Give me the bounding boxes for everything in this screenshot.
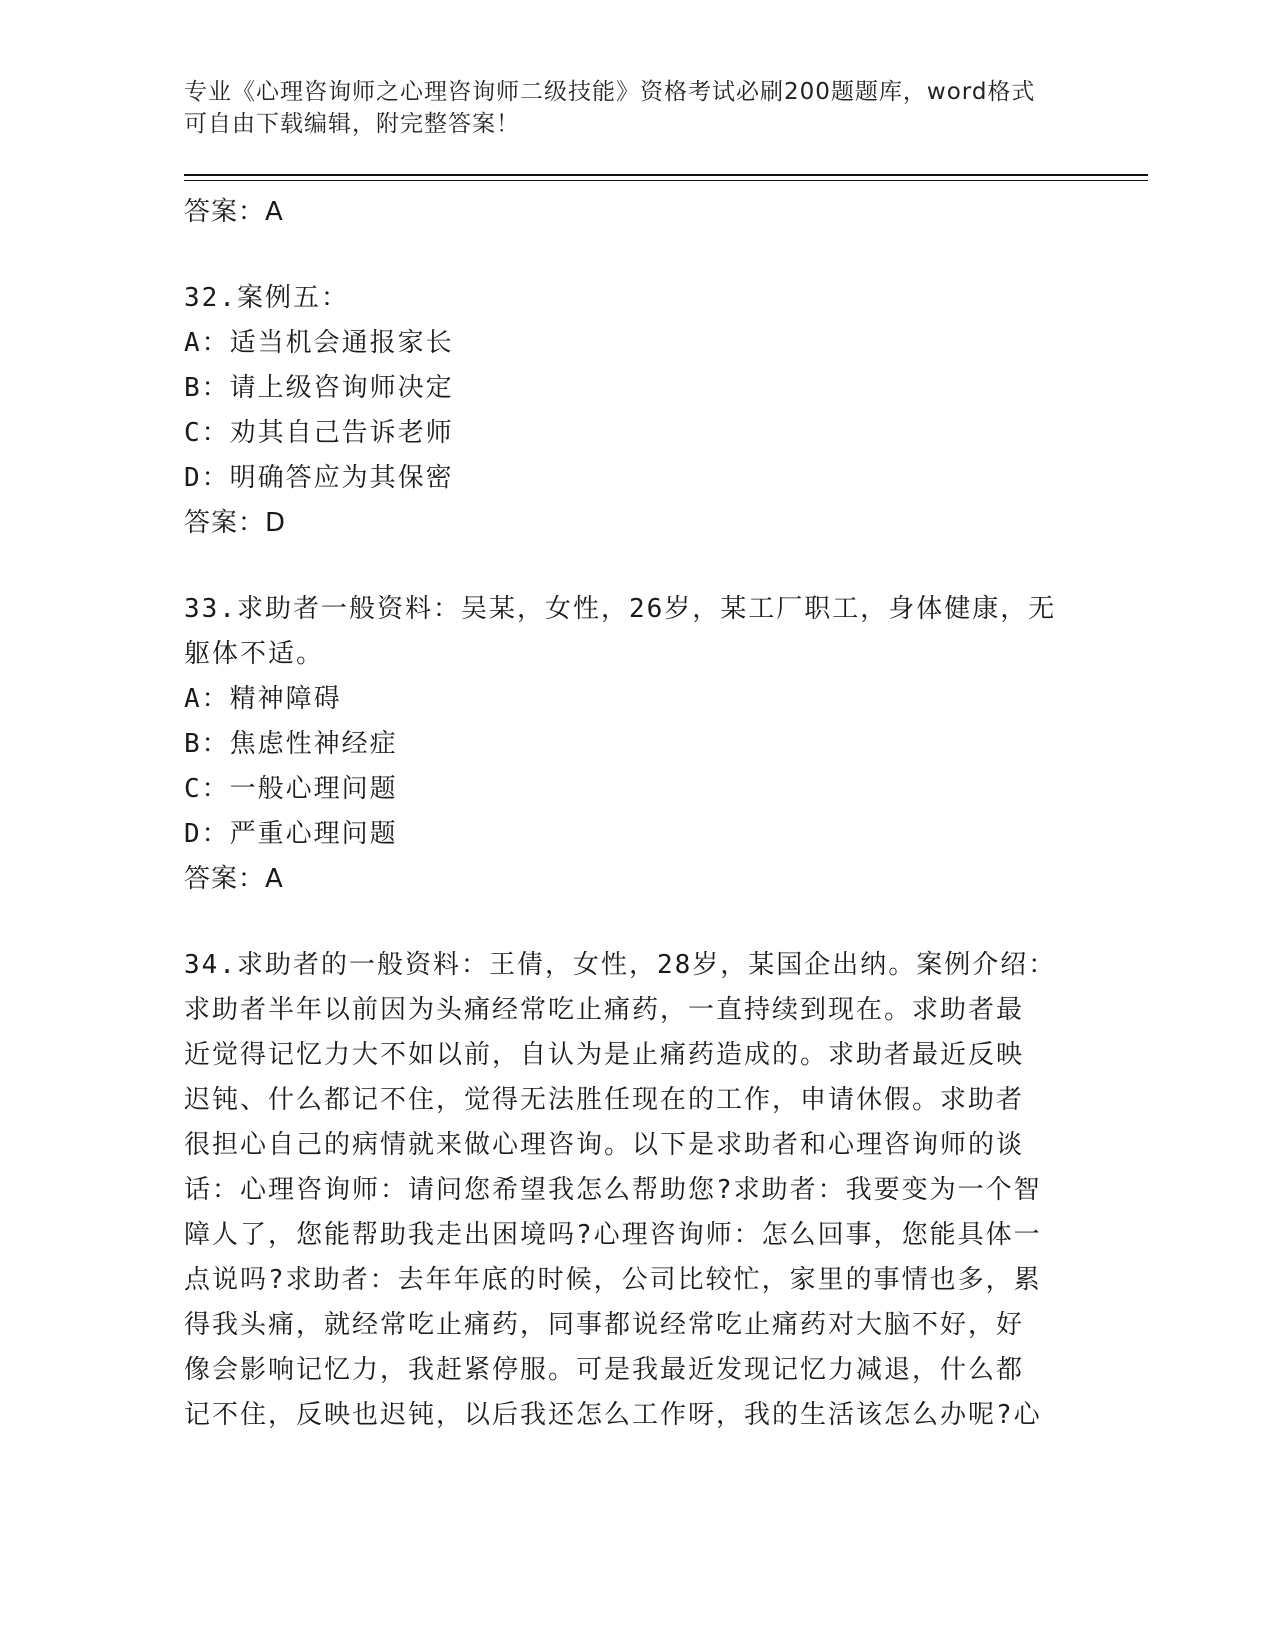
question-stem: 障人了，您能帮助我走出困境吗?心理咨询师：怎么回事，您能具体一	[184, 1220, 1042, 1250]
document-body	[184, 190, 1084, 1438]
option-d: D：严重心理问题	[184, 819, 398, 849]
header-line-1: 专业《心理咨询师之心理咨询师二级技能》资格考试必刷200题题库，word格式	[184, 79, 1036, 105]
question-32	[184, 276, 1084, 546]
question-stem: 求助者半年以前因为头痛经常吃止痛药，一直持续到现在。求助者最	[184, 995, 1025, 1025]
option-c: C：一般心理问题	[184, 774, 398, 804]
question-stem: 记不住，反映也迟钝，以后我还怎么工作呀，我的生活该怎么办呢?心	[184, 1400, 1042, 1430]
answer: 答案：D	[184, 508, 287, 538]
question-stem: 32.案例五：	[184, 283, 349, 313]
question-stem: 近觉得记忆力大不如以前，自认为是止痛药造成的。求助者最近反映	[184, 1040, 1025, 1070]
header-divider	[184, 174, 1148, 176]
option-a: A：适当机会通报家长	[184, 328, 454, 358]
header-line-2: 可自由下载编辑，附完整答案！	[184, 111, 520, 137]
question-stem: 迟钝、什么都记不住，觉得无法胜任现在的工作，申请休假。求助者	[184, 1085, 1025, 1115]
question-stem: 话：心理咨询师：请问您希望我怎么帮助您?求助者：我要变为一个智	[184, 1175, 1042, 1205]
question-stem: 34.求助者的一般资料：王倩，女性，28岁，某国企出纳。案例介绍：	[184, 950, 1057, 980]
option-c: C：劝其自己告诉老师	[184, 418, 454, 448]
question-stem: 点说吗?求助者：去年年底的时候，公司比较忙，家里的事情也多，累	[184, 1265, 1042, 1295]
question-stem: 像会影响记忆力，我赶紧停服。可是我最近发现记忆力减退，什么都	[184, 1355, 1025, 1385]
question-33	[184, 587, 1084, 902]
option-b: B：请上级咨询师决定	[184, 373, 454, 403]
document-header	[184, 76, 1064, 140]
option-b: B：焦虑性神经症	[184, 729, 398, 759]
answer: 答案：A	[184, 864, 284, 894]
header-divider-thin	[184, 180, 1148, 181]
question-stem: 很担心自己的病情就来做心理咨询。以下是求助者和心理咨询师的谈	[184, 1130, 1025, 1160]
question-stem: 33.求助者一般资料：吴某，女性，26岁，某工厂职工，身体健康，无	[184, 594, 1057, 624]
option-d: D：明确答应为其保密	[184, 463, 454, 493]
question-stem: 躯体不适。	[184, 639, 325, 669]
question-34	[184, 943, 1084, 1438]
option-a: A：精神障碍	[184, 684, 342, 714]
previous-answer: 答案：A	[184, 197, 284, 227]
question-stem: 得我头痛，就经常吃止痛药，同事都说经常吃止痛药对大脑不好，好	[184, 1310, 1025, 1340]
